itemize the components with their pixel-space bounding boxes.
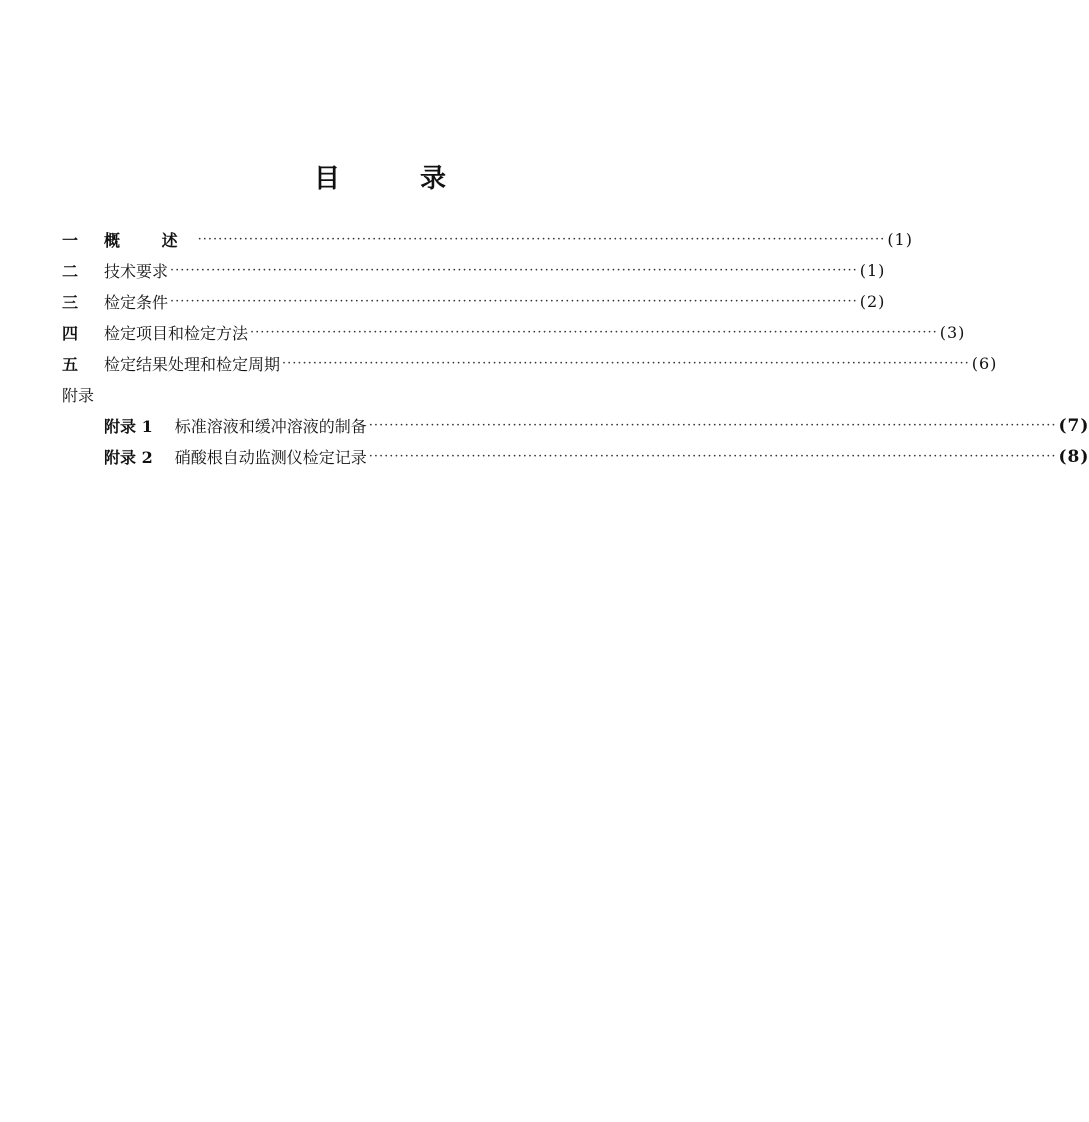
toc-item-number: 三 [62, 293, 79, 312]
toc-item-label: 概 述 [104, 231, 196, 250]
appendix-heading: 附录 [62, 386, 95, 405]
toc-item-number: 一 [62, 231, 79, 250]
title-char-1: 目 [314, 164, 341, 194]
toc-item-page: (1) [887, 230, 913, 249]
toc-item-1[interactable] [62, 224, 913, 255]
leader-dots: ······································································································································ [368, 448, 1057, 464]
page-title [0, 158, 742, 198]
leader-dots: ······································································································································ [250, 324, 938, 340]
toc-item-page: (1) [859, 261, 886, 280]
toc-item-page: (3) [939, 323, 966, 342]
toc-item-2[interactable] [62, 255, 886, 286]
toc-item-number: 四 [62, 324, 79, 343]
toc-item-number: 五 [62, 355, 79, 374]
appendix-item-title: 标准溶液和缓冲溶液的制备 [174, 417, 367, 436]
appendix-item-label: 附录 1 [104, 417, 153, 436]
appendix-item-1[interactable] [62, 410, 1089, 441]
toc-item-page: (6) [971, 354, 998, 373]
leader-dots: ······································································································································ [368, 417, 1057, 433]
toc-item-5[interactable] [62, 348, 998, 379]
appendix-item-2[interactable] [62, 441, 1089, 472]
toc-item-number: 二 [62, 262, 79, 281]
leader-dots: ······································································································································ [170, 293, 858, 309]
toc-item-label: 技术要求 [104, 262, 169, 281]
table-of-contents [62, 224, 1089, 472]
toc-item-4[interactable] [62, 317, 966, 348]
leader-dots: ······································································································································ [197, 231, 886, 247]
appendix-heading-row [62, 379, 690, 410]
leader-dots: ······································································································································ [170, 262, 858, 278]
toc-item-3[interactable] [62, 286, 886, 317]
leader-dots: ······································································································································ [282, 355, 970, 371]
appendix-item-title: 硝酸根自动监测仪检定记录 [174, 448, 367, 467]
toc-item-label: 检定条件 [104, 293, 169, 312]
appendix-item-page: (7) [1058, 415, 1089, 436]
toc-item-label: 检定项目和检定方法 [104, 324, 249, 343]
title-char-2: 录 [420, 164, 447, 194]
toc-item-label: 检定结果处理和检定周期 [104, 355, 281, 374]
appendix-item-page: (8) [1058, 446, 1089, 467]
toc-item-page: (2) [859, 292, 886, 311]
appendix-item-label: 附录 2 [104, 448, 153, 467]
